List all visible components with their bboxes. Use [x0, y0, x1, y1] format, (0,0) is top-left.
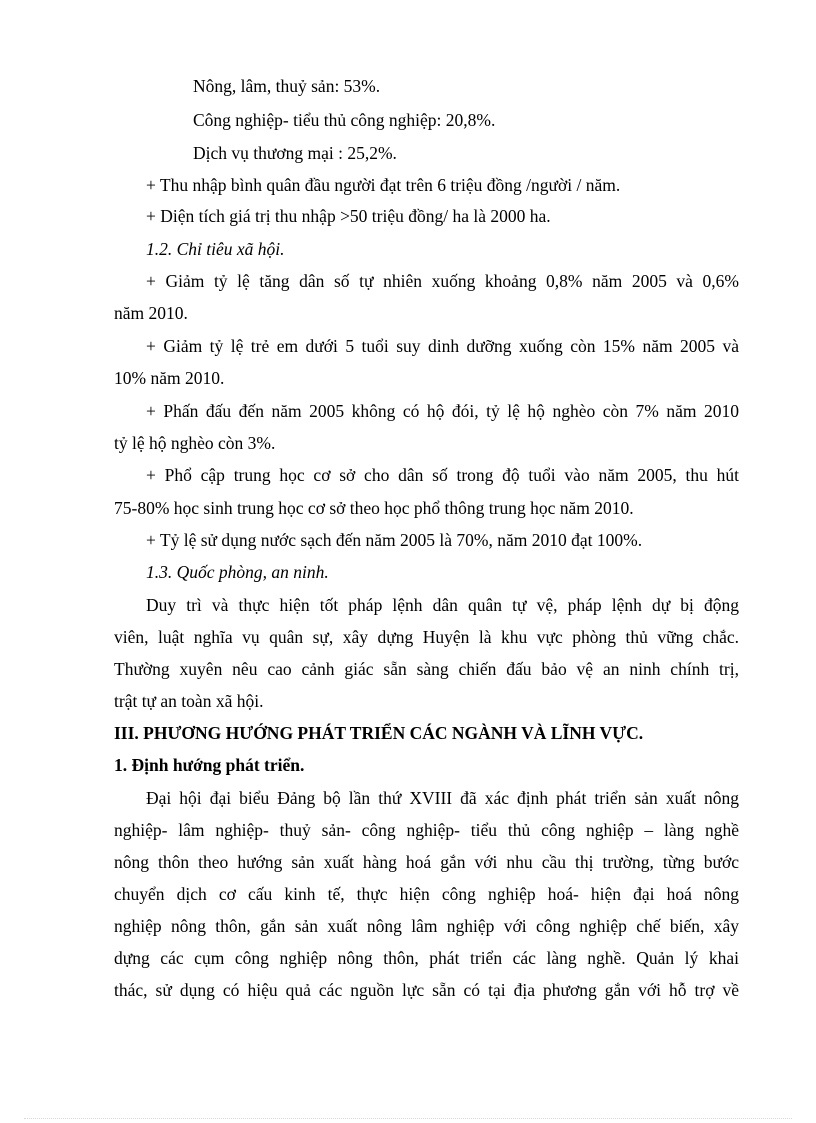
text-line: chuyển dịch cơ cấu kinh tế, thực hiện công nghiệp hoá- hiện đại hoá nông [114, 884, 739, 904]
text-line: + Thu nhập bình quân đầu người đạt trên 6 triệu đồng /người / năm. [146, 175, 621, 195]
text-line: + Giảm tỷ lệ tăng dân số tự nhiên xuống khoảng 0,8% năm 2005 và 0,6% [146, 271, 739, 291]
text-line: nông thôn theo hướng sản xuất hàng hoá gắn với nhu cầu thị trường, từng bước [114, 852, 739, 872]
text-line: nghiệp nông thôn, gắn sản xuất nông lâm nghiệp với công nghiệp chế biến, xây [114, 916, 739, 936]
section-heading: 1. Định hướng phát triển. [114, 755, 305, 775]
text-line: + Tỷ lệ sử dụng nước sạch đến năm 2005 là 70%, năm 2010 đạt 100%. [146, 530, 643, 550]
text-line: dựng các cụm công nghiệp nông thôn, phát triển các làng nghề. Quản lý khai [114, 948, 739, 968]
text-line: + Phấn đấu đến năm 2005 không có hộ đói, tỷ lệ hộ nghèo còn 7% năm 2010 [146, 401, 739, 421]
text-line: + Phổ cập trung học cơ sở cho dân số trong độ tuổi vào năm 2005, thu hút [146, 465, 739, 485]
section-heading: III. PHƯƠNG HƯỚNG PHÁT TRIỂN CÁC NGÀNH VÀ LĨNH VỰC. [114, 723, 644, 743]
text-line: Nông, lâm, thuỷ sản: 53%. [193, 76, 381, 96]
text-line: Công nghiệp- tiểu thủ công nghiệp: 20,8%. [193, 110, 496, 130]
text-line: + Diện tích giá trị thu nhập >50 triệu đồng/ ha là 2000 ha. [146, 206, 551, 226]
subsection-heading: 1.3. Quốc phòng, an ninh. [146, 562, 329, 582]
text-line: thác, sử dụng có hiệu quả các nguồn lực sẵn có tại địa phương gắn với hỗ trợ về [114, 980, 739, 1000]
text-line: Đại hội đại biểu Đảng bộ lần thứ XVIII đã xác định phát triển sản xuất nông [146, 788, 739, 808]
text-line: 10% năm 2010. [114, 368, 225, 388]
text-line: trật tự an toàn xã hội. [114, 691, 264, 711]
text-line: 75-80% học sinh trung học cơ sở theo học phổ thông trung học năm 2010. [114, 498, 634, 518]
subsection-heading: 1.2. Chỉ tiêu xã hội. [146, 239, 285, 259]
text-line: tỷ lệ hộ nghèo còn 3%. [114, 433, 276, 453]
page-bottom-divider [24, 1118, 792, 1119]
text-line: + Giảm tỷ lệ trẻ em dưới 5 tuổi suy dinh dưỡng xuống còn 15% năm 2005 và [146, 336, 739, 356]
text-line: Thường xuyên nêu cao cảnh giác sẵn sàng chiến đấu bảo vệ an ninh chính trị, [114, 659, 739, 679]
text-line: nghiệp- lâm nghiệp- thuỷ sản- công nghiệp- tiểu thủ công nghiệp – làng nghề [114, 820, 739, 840]
text-line: năm 2010. [114, 303, 188, 323]
text-line: Dịch vụ thương mại : 25,2%. [193, 143, 397, 163]
text-line: viên, luật nghĩa vụ quân sự, xây dựng Huyện là khu vực phòng thủ vững chắc. [114, 627, 739, 647]
text-line: Duy trì và thực hiện tốt pháp lệnh dân quân tự vệ, pháp lệnh dự bị động [146, 595, 739, 615]
